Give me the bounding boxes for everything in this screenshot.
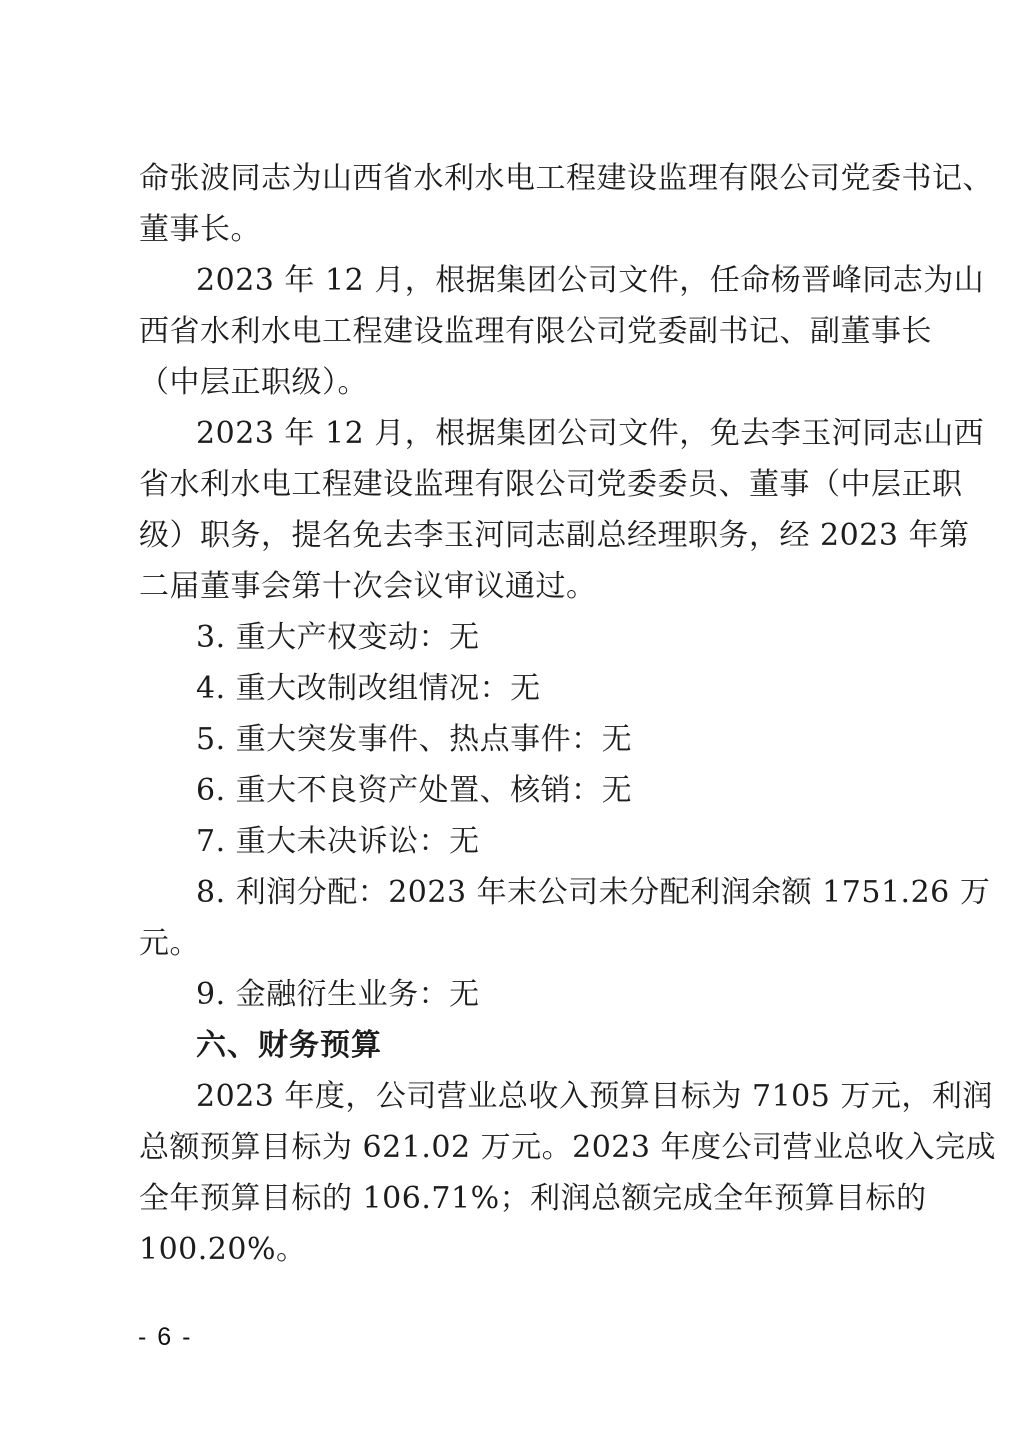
text-line: 8 . 利 润 分 配 ： 2 0 2 3 年 末 公 司 未 分 配 利 润 余 额 1 7 5 1 . 2 6 万 (196, 875, 991, 910)
text-line: 西 省 水 利 水 电 工 程 建 设 监 理 有 限 公 司 党 委 副 书 记 、 副 董 事 长 (139, 314, 932, 349)
text-line: 2 0 2 3 年 1 2 月 ， 根 据 集 团 公 司 文 件 ， 免 去 李 玉 河 同 志 山 西 (196, 416, 985, 451)
text-line: 3. 重大产权变动：无 (196, 620, 480, 655)
text-line: 命 张 波 同 志 为 山 西 省 水 利 水 电 工 程 建 设 监 理 有 限 公 司 党 委 书 记 、 (139, 161, 993, 196)
text-line: 4. 重大改制改组情况：无 (196, 671, 541, 706)
text-line: 100.20%。 (139, 1232, 307, 1267)
text-line: 元。 (139, 926, 200, 961)
text-line: 董事长。 (139, 212, 261, 247)
text-line: 级 ） 职 务 ， 提 名 免 去 李 玉 河 同 志 副 总 经 理 职 务 ， 经 2 0 2 3 年 第 (139, 518, 970, 553)
text-line: 全 年 预 算 目 标 的 1 0 6 . 7 1 % ； 利 润 总 额 完 成 全 年 预 算 目 标 的 (139, 1181, 927, 1216)
text-line: 7. 重大未决诉讼：无 (196, 824, 480, 859)
page-number: - 6 - (138, 1323, 193, 1351)
text-line: 2 0 2 3 年 1 2 月 ， 根 据 集 团 公 司 文 件 ， 任 命 杨 晋 峰 同 志 为 山 (196, 263, 985, 298)
text-line: 5. 重大突发事件、热点事件：无 (196, 722, 633, 757)
text-line: 2 0 2 3 年 度 ， 公 司 营 业 总 收 入 预 算 目 标 为 7 1 0 5 万 元 ， 利 润 (196, 1079, 993, 1114)
text-line: （中层正职级）。 (139, 365, 368, 400)
text-line: 6. 重大不良资产处置、核销：无 (196, 773, 633, 808)
text-line: 9. 金融衍生业务：无 (196, 977, 480, 1012)
text-line: 二届董事会第十次会议审议通过。 (139, 569, 597, 604)
text-line: 省 水 利 水 电 工 程 建 设 监 理 有 限 公 司 党 委 委 员 、 董 事 （ 中 层 正 职 (139, 467, 963, 502)
section-heading: 六、财务预算 (196, 1028, 382, 1063)
document-body (139, 153, 997, 1275)
text-line: 总 额 预 算 目 标 为 6 2 1 . 0 2 万 元 。 2 0 2 3 年 度 公 司 营 业 总 收 入 完 成 (139, 1130, 997, 1165)
